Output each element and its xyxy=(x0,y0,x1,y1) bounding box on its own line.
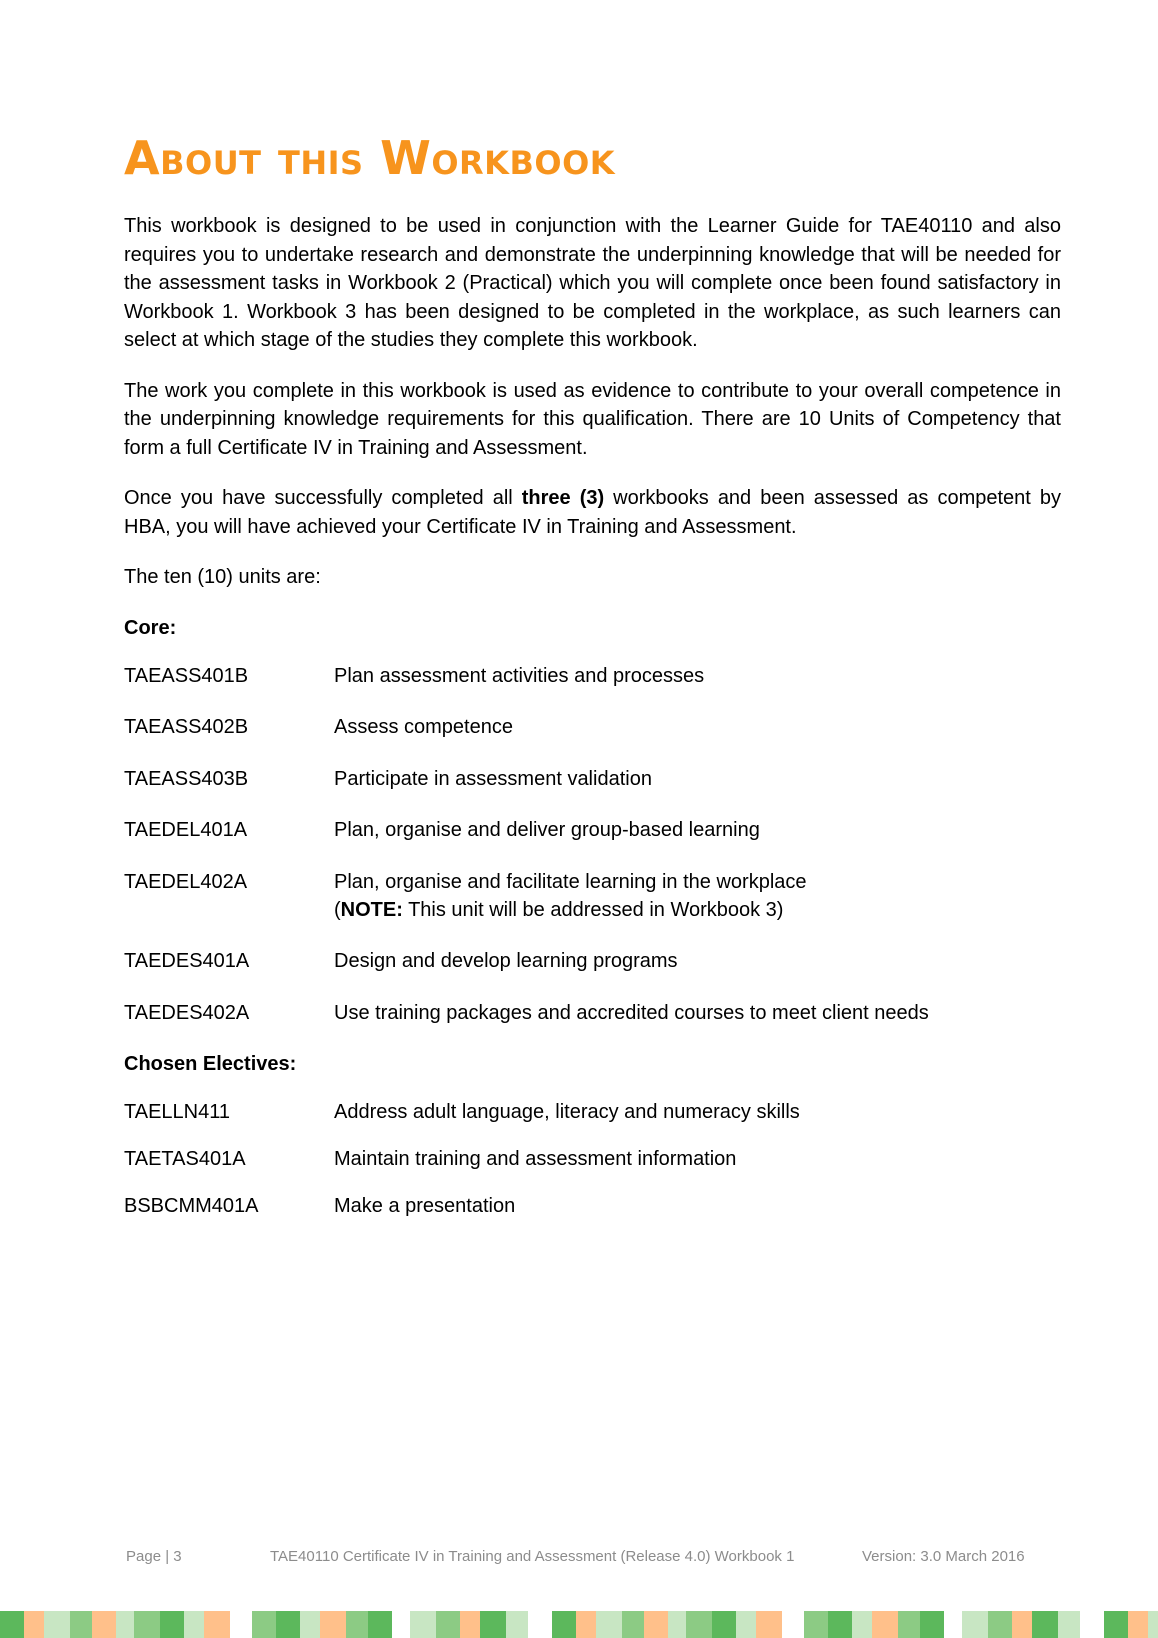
unit-title: Plan assessment activities and processes xyxy=(334,664,705,687)
intro-paragraph: This workbook is designed to be used in conjunction with the Learner Guide for TAE40110 and also requires you to undertake research and demonstrate the underpinning knowledge that will be needed for the assessment tasks in Workbook 2 (Practical) which you will complete once been found satisfactory in Workbook 1. Workbook 3 has been designed to be completed in the workplace, as such learners can select at which stage of the studies they complete this workbook. xyxy=(124,215,1061,351)
stripe-block xyxy=(392,1611,410,1638)
stripe-block xyxy=(24,1611,44,1638)
stripe-block xyxy=(276,1611,300,1638)
unit-title: Design and develop learning programs xyxy=(334,950,678,972)
stripe-block xyxy=(552,1611,576,1638)
unit-title: Make a presentation xyxy=(334,1195,516,1217)
stripe-block xyxy=(782,1611,804,1638)
electives-heading: Chosen Electives: xyxy=(124,1053,297,1075)
stripe-block xyxy=(668,1611,686,1638)
stripe-block xyxy=(1080,1611,1104,1638)
completion-text-bold: three (3) xyxy=(521,487,605,509)
stripe-block xyxy=(852,1611,872,1638)
note-label: NOTE: xyxy=(340,898,403,921)
stripe-block xyxy=(230,1611,252,1638)
completion-text-end: workbooks and been assessed as competent by HBA, you will have achieved your Certificate IV in Training and Assessment. xyxy=(124,487,1061,538)
unit-row xyxy=(124,868,1061,924)
stripe-block xyxy=(92,1611,116,1638)
stripe-block xyxy=(0,1611,24,1638)
unit-row xyxy=(124,662,1061,690)
stripe-block xyxy=(320,1611,346,1638)
stripe-block xyxy=(712,1611,736,1638)
unit-row xyxy=(124,816,1061,844)
unit-code: TAEDES402A xyxy=(124,1001,250,1024)
unit-row xyxy=(124,999,1061,1027)
stripe-block xyxy=(576,1611,596,1638)
stripe-block xyxy=(436,1611,460,1638)
unit-title: Plan, organise and deliver group-based learning xyxy=(334,819,760,841)
stripe-block xyxy=(944,1611,962,1638)
stripe-block xyxy=(1104,1611,1128,1638)
unit-code: TAELLN411 xyxy=(124,1101,230,1123)
unit-code: TAEDEL401A xyxy=(124,819,248,841)
unit-code: TAEDEL402A xyxy=(124,870,248,893)
stripe-block xyxy=(622,1611,644,1638)
stripe-block xyxy=(962,1611,988,1638)
page-footer xyxy=(126,1548,1086,1570)
unit-code: BSBCMM401A xyxy=(124,1195,259,1217)
unit-title: Participate in assessment validation xyxy=(334,767,652,790)
unit-row xyxy=(124,947,1061,975)
stripe-block xyxy=(204,1611,230,1638)
document-body xyxy=(124,212,1061,1239)
completion-text-start: Once you have successfully completed all xyxy=(124,487,522,509)
stripe-block xyxy=(480,1611,506,1638)
stripe-block xyxy=(460,1611,480,1638)
unit-title: Address adult language, literacy and numeracy skills xyxy=(334,1101,800,1123)
unit-row xyxy=(124,1145,1061,1173)
stripe-block xyxy=(988,1611,1012,1638)
stripe-block xyxy=(898,1611,920,1638)
stripe-block xyxy=(160,1611,184,1638)
stripe-block xyxy=(756,1611,782,1638)
stripe-block xyxy=(1032,1611,1058,1638)
stripe-block xyxy=(872,1611,898,1638)
stripe-block xyxy=(252,1611,276,1638)
unit-title-with-note xyxy=(334,868,1061,924)
stripe-block xyxy=(736,1611,756,1638)
note-text: This unit will be addressed in Workbook 3) xyxy=(402,898,784,921)
note-open: ( xyxy=(334,898,341,921)
stripe-block xyxy=(44,1611,70,1638)
stripe-block xyxy=(116,1611,134,1638)
unit-title: Use training packages and accredited courses to meet client needs xyxy=(334,1001,929,1024)
unit-note xyxy=(334,896,1061,924)
stripe-block xyxy=(804,1611,828,1638)
stripe-block xyxy=(184,1611,204,1638)
stripe-block xyxy=(346,1611,368,1638)
decorative-stripe xyxy=(0,1611,1158,1638)
stripe-block xyxy=(920,1611,944,1638)
stripe-block xyxy=(1128,1611,1148,1638)
stripe-block xyxy=(686,1611,712,1638)
unit-title: Maintain training and assessment information xyxy=(334,1148,737,1170)
version-info: Version: 3.0 March 2016 xyxy=(862,1548,1025,1565)
core-units-list xyxy=(124,662,1061,1027)
page-title: About this Workbook xyxy=(124,131,616,185)
stripe-block xyxy=(70,1611,92,1638)
evidence-paragraph: The work you complete in this workbook is used as evidence to contribute to your overall competence in the underpinning knowledge requirements for this qualification. There are 10 Units of Competency that form a full Certificate IV in Training and Assessment. xyxy=(124,379,1061,459)
stripe-block xyxy=(134,1611,160,1638)
unit-code: TAEDES401A xyxy=(124,950,250,972)
unit-title: Plan, organise and facilitate learning in the workplace xyxy=(334,870,807,893)
core-heading: Core: xyxy=(124,616,177,639)
unit-row xyxy=(124,765,1061,793)
stripe-block xyxy=(828,1611,852,1638)
stripe-block xyxy=(300,1611,320,1638)
stripe-block xyxy=(506,1611,528,1638)
completion-paragraph xyxy=(124,484,1061,541)
page-number: Page | 3 xyxy=(126,1548,182,1565)
units-intro: The ten (10) units are: xyxy=(124,566,321,588)
stripe-block xyxy=(1058,1611,1080,1638)
unit-row xyxy=(124,713,1061,741)
unit-code: TAEASS403B xyxy=(124,767,249,790)
unit-code: TAEASS402B xyxy=(124,716,249,738)
unit-code: TAETAS401A xyxy=(124,1148,246,1170)
unit-row xyxy=(124,1192,1061,1220)
document-name: TAE40110 Certificate IV in Training and Assessment (Release 4.0) Workbook 1 xyxy=(270,1548,795,1565)
stripe-block xyxy=(644,1611,668,1638)
unit-code: TAEASS401B xyxy=(124,664,249,687)
stripe-block xyxy=(1148,1611,1158,1638)
stripe-block xyxy=(596,1611,622,1638)
stripe-block xyxy=(410,1611,436,1638)
stripe-block xyxy=(528,1611,552,1638)
stripe-block xyxy=(1012,1611,1032,1638)
unit-title: Assess competence xyxy=(334,716,513,738)
stripe-block xyxy=(368,1611,392,1638)
elective-units-list xyxy=(124,1098,1061,1220)
unit-row xyxy=(124,1098,1061,1126)
